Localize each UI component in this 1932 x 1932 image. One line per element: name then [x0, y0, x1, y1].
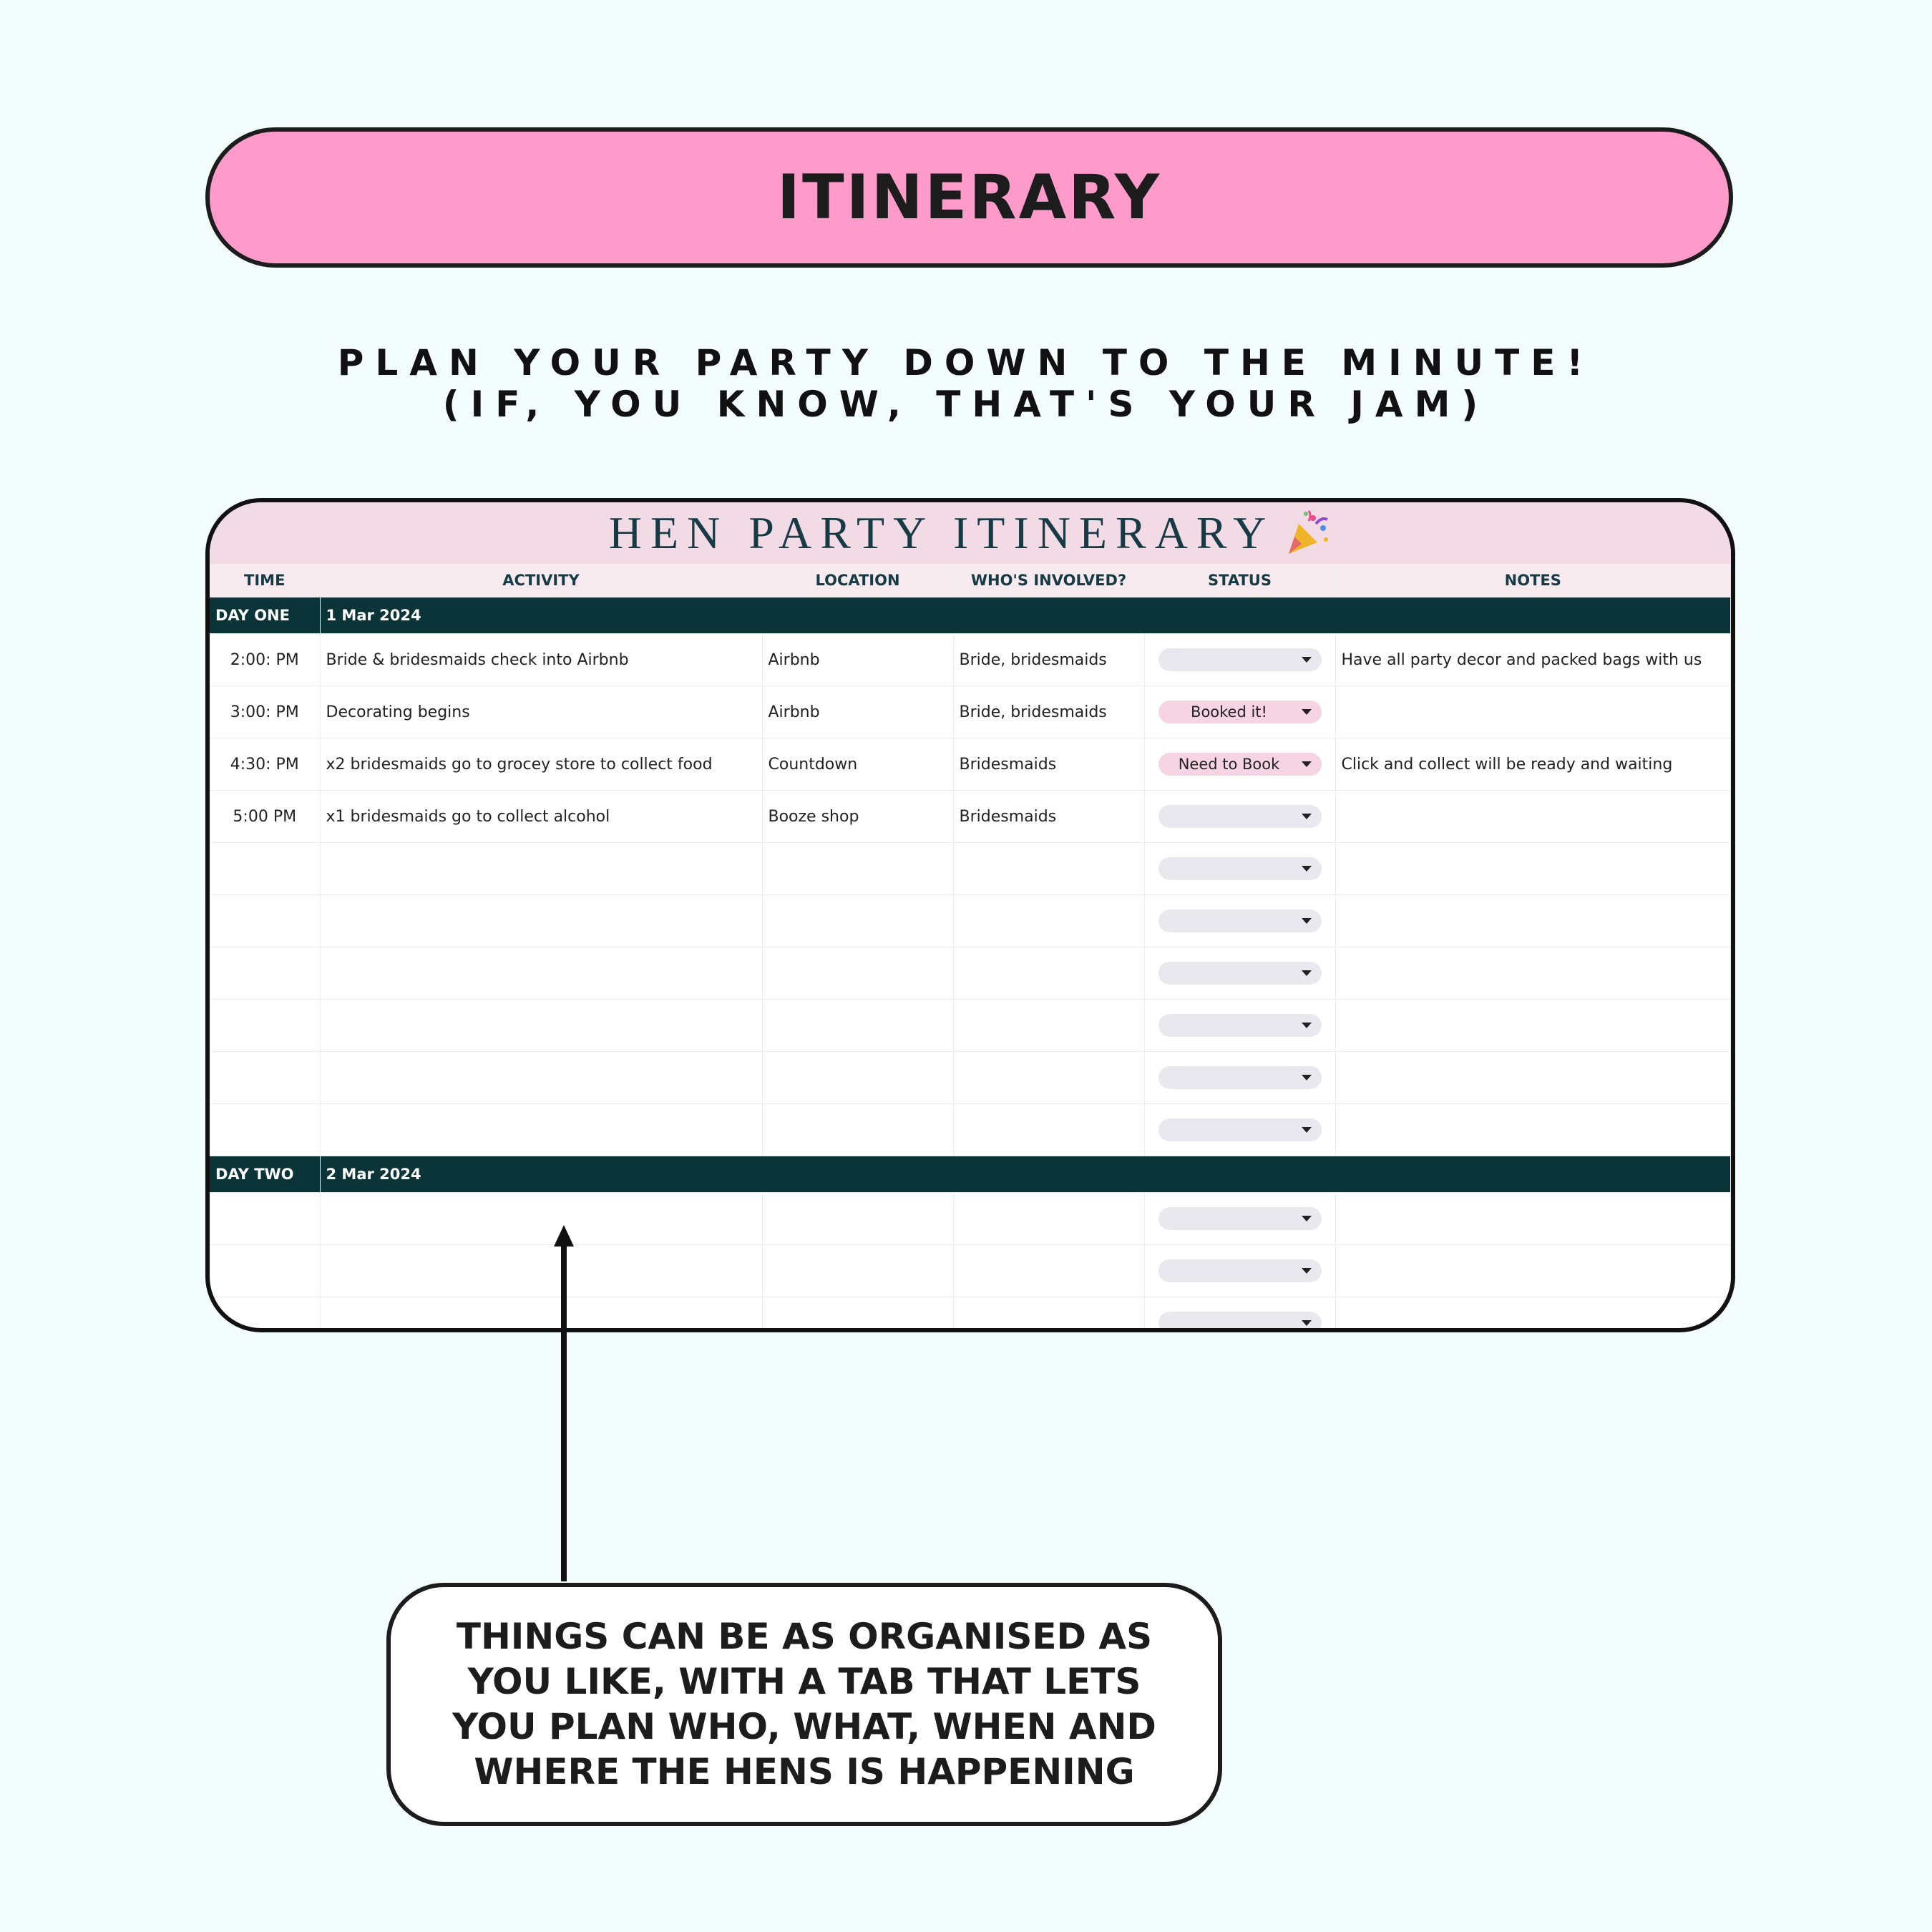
day-two-date: 2 Mar 2024 — [320, 1156, 1731, 1193]
time-cell[interactable]: 2:00: PM — [210, 634, 320, 686]
day-one-date: 1 Mar 2024 — [320, 597, 1731, 634]
column-header-who: WHO'S INVOLVED? — [953, 564, 1144, 597]
column-header-time: TIME — [210, 564, 320, 597]
notes-cell[interactable]: Have all party decor and packed bags with us — [1335, 634, 1731, 686]
column-header-activity: ACTIVITY — [320, 564, 762, 597]
column-header-location: LOCATION — [762, 564, 953, 597]
status-value: Booked it! — [1191, 703, 1267, 721]
day-one-label: DAY ONE — [210, 597, 320, 634]
who-cell[interactable]: Bride, bridesmaids — [953, 634, 1144, 686]
day-two-label: DAY TWO — [210, 1156, 320, 1193]
who-cell[interactable]: Bridesmaids — [953, 791, 1144, 843]
location-cell[interactable]: Countdown — [762, 738, 953, 791]
who-cell[interactable]: Bride, bridesmaids — [953, 686, 1144, 738]
activity-cell[interactable]: x1 bridesmaids go to collect alcohol — [320, 791, 762, 843]
time-cell[interactable]: 5:00 PM — [210, 791, 320, 843]
callout-box — [386, 1583, 1222, 1826]
time-cell[interactable]: 4:30: PM — [210, 738, 320, 791]
notes-cell[interactable]: Click and collect will be ready and waiting — [1335, 738, 1731, 791]
activity-cell[interactable]: Decorating begins — [320, 686, 762, 738]
column-header-status: STATUS — [1144, 564, 1335, 597]
who-cell[interactable]: Bridesmaids — [953, 738, 1144, 791]
time-cell[interactable]: 3:00: PM — [210, 686, 320, 738]
column-header-notes: NOTES — [1335, 564, 1731, 597]
subtitle-line-2: (IF, YOU KNOW, THAT'S YOUR JAM) — [442, 384, 1490, 425]
activity-cell[interactable]: x2 bridesmaids go to grocey store to collect food — [320, 738, 762, 791]
location-cell[interactable]: Airbnb — [762, 686, 953, 738]
location-cell[interactable]: Airbnb — [762, 634, 953, 686]
sheet-title: HEN PARTY ITINERARY — [608, 507, 1275, 558]
location-cell[interactable]: Booze shop — [762, 791, 953, 843]
subtitle-line-1: PLAN YOUR PARTY DOWN TO THE MINUTE! — [337, 342, 1595, 384]
activity-cell[interactable]: Bride & bridesmaids check into Airbnb — [320, 634, 762, 686]
status-value: Need to Book — [1178, 756, 1280, 773]
callout-text: THINGS CAN BE AS ORGANISED AS YOU LIKE, WITH A TAB THAT LETS YOU PLAN WHO, WHAT, WHEN AND WHERE THE HENS IS HAPPENING — [452, 1616, 1156, 1792]
banner-title: ITINERARY — [777, 162, 1161, 233]
